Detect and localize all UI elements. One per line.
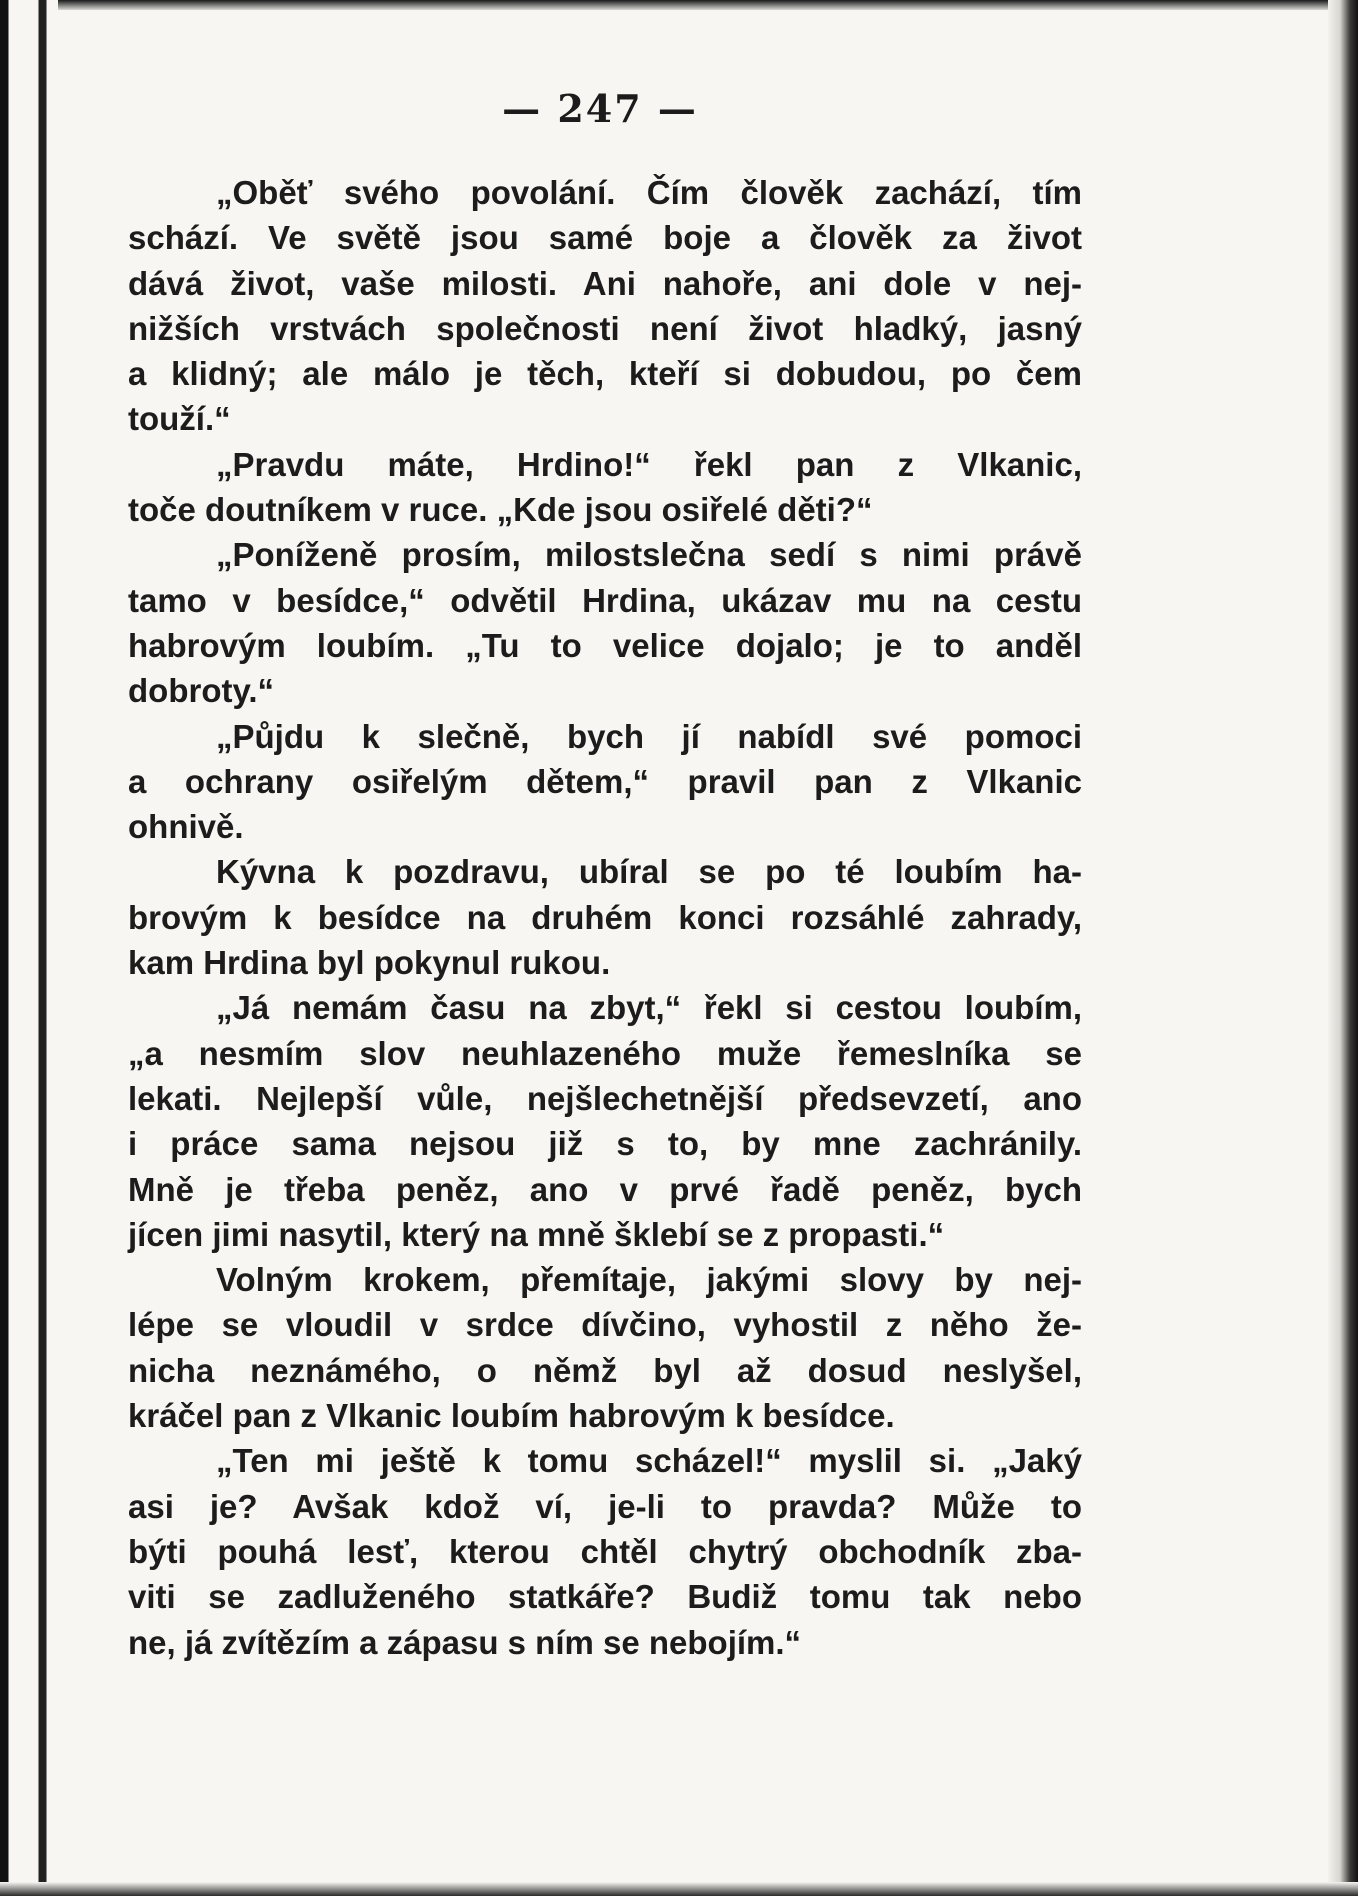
text-line: lekati. Nejlepší vůle, nejšlechetnější předsevzetí, ano	[128, 1079, 1082, 1117]
text-line: a ochrany osiřelým dětem,“ pravil pan z Vlkanic	[128, 762, 1082, 800]
text-line: nižších vrstvách společnosti není život hladký, jasný	[128, 309, 1082, 347]
body-text	[128, 170, 1082, 1665]
text-line: tamo v besídce,“ odvětil Hrdina, ukázav mu na cestu	[128, 581, 1082, 619]
text-line: jícen jimi nasytil, který na mně šklebí se z propasti.“	[128, 1215, 945, 1253]
text-line: a klidný; ale málo je těch, kteří si dobudou, po čem	[128, 355, 1082, 393]
text-line: „Oběť svého povolání. Čím člověk zachází, tím	[216, 174, 1082, 211]
text-line: i práce sama nejsou již s to, by mne zachránily.	[128, 1125, 1082, 1163]
text-line: asi je? Avšak kdož ví, je-li to pravda? Může to	[128, 1487, 1082, 1525]
text-line: kráčel pan z Vlkanic loubím habrovým k besídce.	[128, 1397, 895, 1435]
text-line: dává život, vaše milosti. Ani nahoře, ani dole v nej-	[128, 264, 1082, 302]
text-line: brovým k besídce na druhém konci rozsáhlé zahrady,	[128, 898, 1082, 936]
text-line: toče doutníkem v ruce. „Kde jsou osiřelé děti?“	[128, 491, 873, 529]
text-line: Volným krokem, přemítaje, jakými slovy by nej-	[216, 1261, 1082, 1299]
text-line: býti pouhá lesť, kterou chtěl chytrý obchodník zba-	[128, 1532, 1082, 1570]
text-line: „Ten mi ještě k tomu scházel!“ myslil si. „Jaký	[216, 1442, 1082, 1480]
text-line: „Já nemám času na zbyt,“ řekl si cestou loubím,	[216, 989, 1082, 1027]
scan-border-left	[0, 0, 58, 1896]
text-line: ohnivě.	[128, 808, 244, 846]
text-line: Kývna k pozdravu, ubíral se po té loubím ha-	[216, 853, 1082, 891]
page-number: — 247 —	[502, 86, 698, 131]
text-line: „Poníženě prosím, milostslečna sedí s nimi právě	[216, 536, 1082, 574]
text-line: „Pravdu máte, Hrdino!“ řekl pan z Vlkanic,	[216, 445, 1082, 483]
scan-border-bottom	[0, 1882, 1358, 1896]
text-line: kam Hrdina byl pokynul rukou.	[128, 944, 611, 982]
text-line: „a nesmím slov neuhlazeného muže řemeslníka se	[128, 1034, 1082, 1072]
text-line: Mně je třeba peněz, ano v prvé řadě peněz, bych	[128, 1170, 1082, 1208]
text-line: schází. Ve světě jsou samé boje a člověk za život	[128, 219, 1082, 257]
text-line: „Půjdu k slečně, bych jí nabídl své pomoci	[216, 717, 1082, 755]
text-line: habrovým loubím. „Tu to velice dojalo; je to anděl	[128, 626, 1082, 664]
scan-border-right	[1328, 0, 1358, 1896]
text-line: touží.“	[128, 400, 231, 438]
scan-border-top	[0, 0, 1358, 10]
text-line: viti se zadluženého statkáře? Budiž tomu tak nebo	[128, 1578, 1082, 1616]
text-line: lépe se vloudil v srdce dívčino, vyhostil z něho že-	[128, 1306, 1082, 1344]
text-line: dobroty.“	[128, 672, 275, 710]
text-line: nicha neznámého, o němž byl až dosud neslyšel,	[128, 1351, 1082, 1389]
text-line: ne, já zvítězím a zápasu s ním se nebojím.“	[128, 1623, 802, 1661]
